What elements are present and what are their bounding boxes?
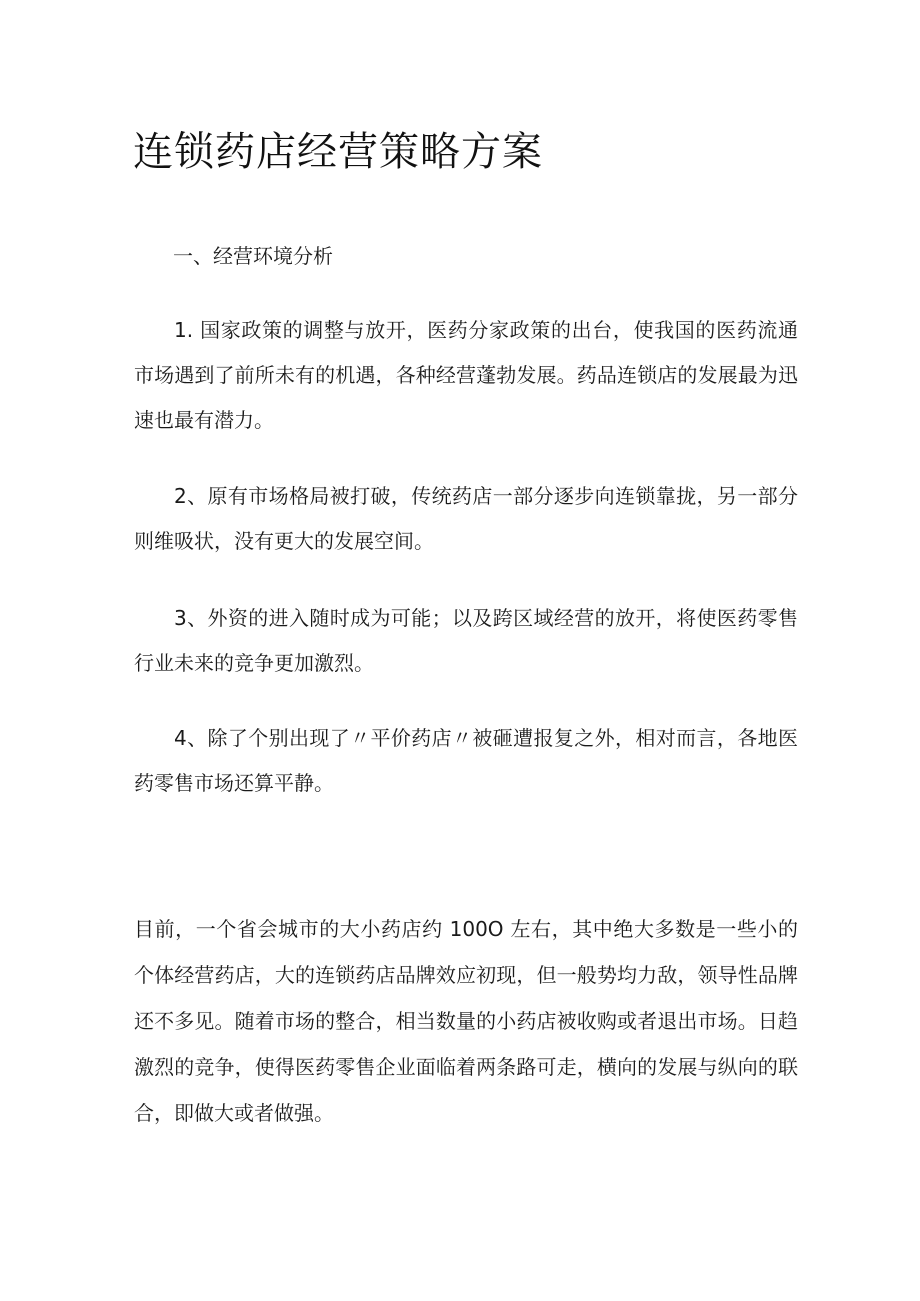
document-title: 连锁药店经营策略方案 [133,129,543,175]
paragraph-current-situation: 目前，一个省会城市的大小药店约 100O 左右，其中绝大多数是一些小的个体经营药店，大的连锁药店品牌效应初现，但一般势均力敌，领导性品牌还不多见。随着市场的整合，相当数量的小药店被收购或者退出市场。日趋激烈的竞争，使得医药零售企业面临着两条路可走，横向的发展与纵向的联合，即做大或者做强。 [134,917,798,1125]
paragraph-foreign-capital: 3、外资的进入随时成为可能；以及跨区域经营的放开，将使医药零售行业未来的竞争更加激烈。 [134,606,798,675]
paragraph-market-structure: 2、原有市场格局被打破，传统药店一部分逐步向连锁靠拢，另一部分则维吸状，没有更大的发展空间。 [134,484,798,553]
paragraph-retail-market: 4、除了个别出现了〃平价药店〃被砸遭报复之外，相对而言，各地医药零售市场还算平静。 [134,726,798,795]
section-heading: 一、经营环境分析 [173,244,333,268]
paragraph-policy: 1. 国家政策的调整与放开，医药分家政策的出台，使我国的医药流通市场遇到了前所未有的机遇，各种经营蓬勃发展。药品连锁店的发展最为迅速也最有潜力。 [134,318,798,432]
